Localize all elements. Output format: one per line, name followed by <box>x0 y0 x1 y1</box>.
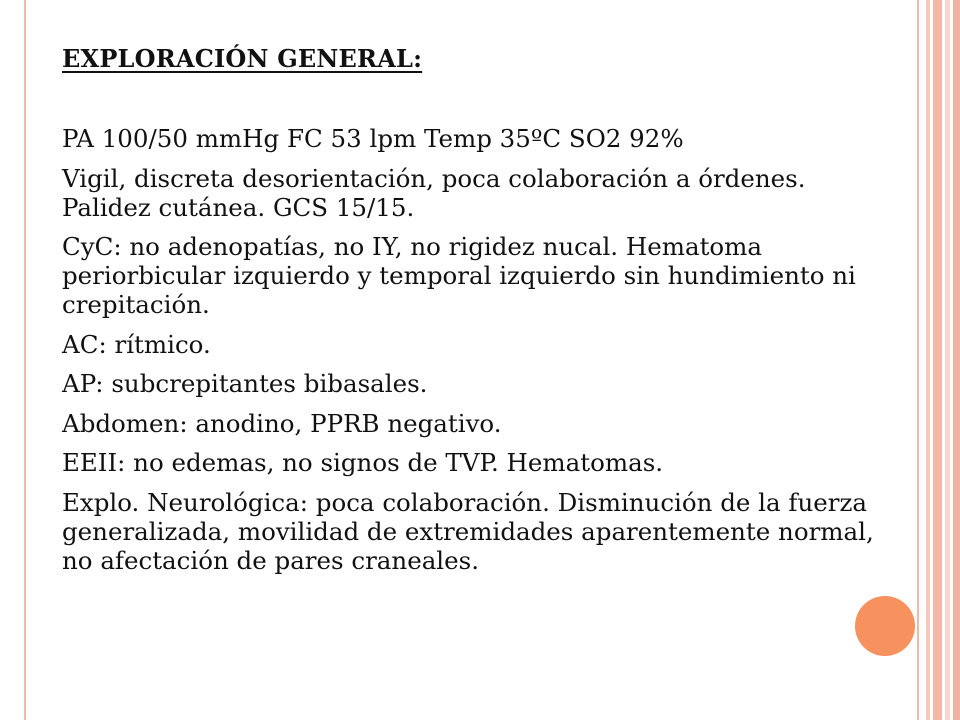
vital-signs-line: PA 100/50 mmHg FC 53 lpm Temp 35ºC SO2 92% <box>62 124 684 153</box>
pulmonary-line: AP: subcrepitantes bibasales. <box>62 369 428 398</box>
decorative-stripe <box>933 0 942 720</box>
decorative-circle <box>855 596 915 656</box>
consciousness-line: Vigil, discreta desorientación, poca colaboración a órdenes. Palidez cutánea. GCS 15/15. <box>62 163 806 222</box>
decorative-stripe <box>926 0 930 720</box>
lower-limbs-line: EEII: no edemas, no signos de TVP. Hematomas. <box>62 448 664 477</box>
neurological-line: Explo. Neurológica: poca colaboración. Disminución de la fuerza generalizada, movilidad de extremidades aparentemente normal, no afectación de pares craneales. <box>62 487 874 575</box>
exam-findings-list <box>62 124 892 585</box>
slide-title: EXPLORACIÓN GENERAL: <box>62 44 423 73</box>
decorative-stripe <box>953 0 960 720</box>
head-neck-line: CyC: no adenopatías, no IY, no rigidez nucal. Hematoma periorbicular izquierdo y temporal izquierdo sin hundimiento ni crepitación. <box>62 232 856 319</box>
abdomen-line: Abdomen: anodino, PPRB negativo. <box>62 408 502 438</box>
decorative-stripe <box>945 0 950 720</box>
cardiac-line: AC: rítmico. <box>62 329 211 359</box>
